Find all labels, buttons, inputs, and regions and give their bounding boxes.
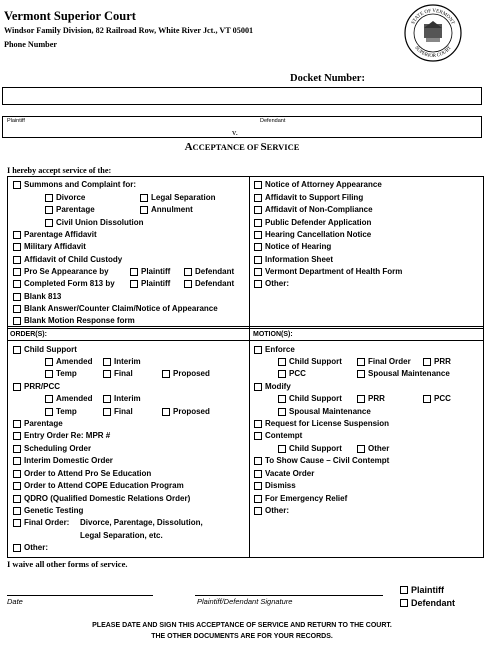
checkbox-icon[interactable] xyxy=(45,370,53,378)
checkbox-service-other[interactable]: Other: xyxy=(254,279,289,289)
checkbox-attorney-appearance[interactable]: Notice of Attorney Appearance xyxy=(254,180,382,190)
checkbox-icon[interactable] xyxy=(45,408,53,416)
checkbox-icon[interactable] xyxy=(254,194,262,202)
checkbox-icon[interactable] xyxy=(162,408,170,416)
checkbox-icon[interactable] xyxy=(254,181,262,189)
checkbox-blank-answer[interactable]: Blank Answer/Counter Claim/Notice of Appearance xyxy=(13,304,218,314)
checkbox-icon[interactable] xyxy=(103,408,111,416)
checkbox-icon[interactable] xyxy=(13,495,21,503)
checkbox-icon[interactable] xyxy=(357,370,365,378)
docket-number-label: Docket Number: xyxy=(290,73,365,84)
checkbox-interim-domestic[interactable]: Interim Domestic Order xyxy=(13,456,113,466)
checkbox-icon[interactable] xyxy=(254,243,262,251)
checkbox-sign-plaintiff[interactable]: Plaintiff xyxy=(400,585,444,595)
checkbox-icon[interactable] xyxy=(13,482,21,490)
defendant-label: Defendant xyxy=(260,118,286,124)
checkbox-icon[interactable] xyxy=(400,586,408,594)
checkbox-sign-defendant[interactable]: Defendant xyxy=(400,598,455,608)
checkbox-icon[interactable] xyxy=(103,370,111,378)
checkbox-icon[interactable] xyxy=(45,219,53,227)
checkbox-icon[interactable] xyxy=(45,206,53,214)
svg-text:SUPERIOR COURT: SUPERIOR COURT xyxy=(413,45,453,60)
date-line[interactable] xyxy=(7,595,153,596)
footer-instruction: PLEASE DATE AND SIGN THIS ACCEPTANCE OF SERVICE AND RETURN TO THE COURT. xyxy=(92,622,392,629)
checkbox-prr-interim[interactable]: Interim xyxy=(103,394,141,404)
checkbox-prr-temp[interactable]: Temp xyxy=(45,407,77,417)
checkbox-icon[interactable] xyxy=(13,256,21,264)
checkbox-prr-pcc[interactable]: PRR/PCC xyxy=(13,382,60,392)
checkbox-icon[interactable] xyxy=(13,305,21,313)
svg-text:STATE OF VERMONT: STATE OF VERMONT xyxy=(411,8,455,26)
checkbox-cope[interactable]: Order to Attend COPE Education Program xyxy=(13,481,184,491)
checkbox-pro-se-plaintiff[interactable]: Plaintiff xyxy=(130,267,170,277)
checkbox-blank-813[interactable]: Blank 813 xyxy=(13,292,61,302)
checkbox-cs-interim[interactable]: Interim xyxy=(103,357,141,367)
checkbox-information-sheet[interactable]: Information Sheet xyxy=(254,255,333,265)
checkbox-icon[interactable] xyxy=(13,445,21,453)
checkbox-pro-se-defendant[interactable]: Defendant xyxy=(184,267,234,277)
checkbox-icon[interactable] xyxy=(140,206,148,214)
checkbox-icon[interactable] xyxy=(13,280,21,288)
signature-label: Plaintiff/Defendant Signature xyxy=(197,597,293,606)
checkbox-icon[interactable] xyxy=(254,231,262,239)
checkbox-icon[interactable] xyxy=(254,383,262,391)
checkbox-icon[interactable] xyxy=(13,181,21,189)
checkbox-pro-se[interactable]: Pro Se Appearance by xyxy=(13,267,109,277)
checkbox-icon[interactable] xyxy=(13,470,21,478)
checkbox-military-affidavit[interactable]: Military Affidavit xyxy=(13,242,86,252)
checkbox-icon[interactable] xyxy=(254,346,262,354)
checkbox-modify-pcc[interactable]: PCC xyxy=(423,394,451,404)
checkbox-icon[interactable] xyxy=(184,280,192,288)
checkbox-icon[interactable] xyxy=(13,231,21,239)
checkbox-icon[interactable] xyxy=(140,194,148,202)
accept-intro: I hereby accept service of the: xyxy=(7,166,112,175)
checkbox-completed-813[interactable]: Completed Form 813 by xyxy=(13,279,115,289)
checkbox-emergency-relief[interactable]: For Emergency Relief xyxy=(254,494,347,504)
checkbox-icon[interactable] xyxy=(184,268,192,276)
checkbox-icon[interactable] xyxy=(13,457,21,465)
final-order-detail: Legal Separation, etc. xyxy=(80,531,163,540)
court-address: Windsor Family Division, 82 Railroad Row, White River Jct., VT 05001 xyxy=(4,26,254,35)
checkbox-icon[interactable] xyxy=(162,370,170,378)
checkbox-icon[interactable] xyxy=(13,243,21,251)
checkbox-icon[interactable] xyxy=(254,432,262,440)
checkbox-cs-temp[interactable]: Temp xyxy=(45,369,77,379)
checkbox-enforce[interactable]: Enforce xyxy=(254,345,295,355)
checkbox-child-support-order[interactable]: Child Support xyxy=(13,345,77,355)
signature-line[interactable] xyxy=(195,595,383,596)
checkbox-qdro[interactable]: QDRO (Qualified Domestic Relations Order) xyxy=(13,494,190,504)
checkbox-legal-separation[interactable]: Legal Separation xyxy=(140,193,215,203)
checkbox-icon[interactable] xyxy=(357,395,365,403)
checkbox-icon[interactable] xyxy=(254,280,262,288)
checkbox-icon[interactable] xyxy=(103,395,111,403)
checkbox-health-form[interactable]: Vermont Department of Health Form xyxy=(254,267,402,277)
court-seal-icon xyxy=(404,4,462,62)
checkbox-icon[interactable] xyxy=(357,358,365,366)
checkbox-icon[interactable] xyxy=(13,293,21,301)
checkbox-icon[interactable] xyxy=(254,420,262,428)
checkbox-icon[interactable] xyxy=(254,457,262,465)
checkbox-motion-other[interactable]: Other: xyxy=(254,506,289,516)
checkbox-icon[interactable] xyxy=(13,432,21,440)
checkbox-genetic-testing[interactable]: Genetic Testing xyxy=(13,506,83,516)
checkbox-parentage-affidavit[interactable]: Parentage Affidavit xyxy=(13,230,97,240)
plaintiff-label: Plaintiff xyxy=(7,118,25,124)
checkbox-modify-spousal[interactable]: Spousal Maintenance xyxy=(278,407,371,417)
checkbox-non-compliance[interactable]: Affidavit of Non-Compliance xyxy=(254,205,373,215)
checkbox-icon[interactable] xyxy=(13,346,21,354)
checkbox-child-custody[interactable]: Affidavit of Child Custody xyxy=(13,255,122,265)
checkbox-icon[interactable] xyxy=(278,370,286,378)
checkbox-icon[interactable] xyxy=(423,395,431,403)
checkbox-cs-final[interactable]: Final xyxy=(103,369,133,379)
checkbox-icon[interactable] xyxy=(13,519,21,527)
checkbox-license-suspension[interactable]: Request for License Suspension xyxy=(254,419,389,429)
checkbox-hearing-cancellation[interactable]: Hearing Cancellation Notice xyxy=(254,230,371,240)
checkbox-icon[interactable] xyxy=(13,268,21,276)
checkbox-parentage-order[interactable]: Parentage xyxy=(13,419,63,429)
checkbox-notice-hearing[interactable]: Notice of Hearing xyxy=(254,242,331,252)
checkbox-icon[interactable] xyxy=(45,358,53,366)
checkbox-annulment[interactable]: Annulment xyxy=(140,205,193,215)
checkbox-order-other[interactable]: Other: xyxy=(13,543,48,553)
checkbox-icon[interactable] xyxy=(254,507,262,515)
checkbox-icon[interactable] xyxy=(45,395,53,403)
checkbox-icon[interactable] xyxy=(254,256,262,264)
checkbox-dismiss[interactable]: Dismiss xyxy=(254,481,296,491)
checkbox-divorce[interactable]: Divorce xyxy=(45,193,85,203)
date-label: Date xyxy=(7,597,23,606)
checkbox-cs-proposed[interactable]: Proposed xyxy=(162,369,210,379)
checkbox-vacate-order[interactable]: Vacate Order xyxy=(254,469,314,479)
final-order-detail: Divorce, Parentage, Dissolution, xyxy=(80,518,203,527)
motions-header: MOTION(S): xyxy=(253,331,293,338)
checkbox-icon[interactable] xyxy=(278,395,286,403)
checkbox-813-plaintiff[interactable]: Plaintiff xyxy=(130,279,170,289)
grid-divider xyxy=(7,326,484,327)
checkbox-contempt-child-support[interactable]: Child Support xyxy=(278,444,342,454)
grid-divider xyxy=(249,176,250,558)
checkbox-parentage[interactable]: Parentage xyxy=(45,205,95,215)
checkbox-scheduling-order[interactable]: Scheduling Order xyxy=(13,444,91,454)
checkbox-icon[interactable] xyxy=(13,317,21,325)
checkbox-modify-child-support[interactable]: Child Support xyxy=(278,394,342,404)
checkbox-icon[interactable] xyxy=(278,445,286,453)
checkbox-entry-order[interactable]: Entry Order Re: MPR # xyxy=(13,431,110,441)
checkbox-icon[interactable] xyxy=(130,268,138,276)
checkbox-enforce-pcc[interactable]: PCC xyxy=(278,369,306,379)
checkbox-final-order[interactable]: Final Order: xyxy=(13,518,69,528)
grid-divider xyxy=(7,328,484,329)
checkbox-icon[interactable] xyxy=(45,194,53,202)
checkbox-blank-motion[interactable]: Blank Motion Response form xyxy=(13,316,135,326)
checkbox-icon[interactable] xyxy=(278,408,286,416)
checkbox-modify-prr[interactable]: PRR xyxy=(357,394,385,404)
checkbox-support-filing[interactable]: Affidavit to Support Filing xyxy=(254,193,363,203)
checkbox-prr-proposed[interactable]: Proposed xyxy=(162,407,210,417)
checkbox-prr-final[interactable]: Final xyxy=(103,407,133,417)
checkbox-813-defendant[interactable]: Defendant xyxy=(184,279,234,289)
court-name: Vermont Superior Court xyxy=(4,9,136,23)
checkbox-civil-union[interactable]: Civil Union Dissolution xyxy=(45,218,144,228)
grid-divider xyxy=(7,340,484,341)
waiver-statement: I waive all other forms of service. xyxy=(7,559,128,569)
checkbox-icon[interactable] xyxy=(130,280,138,288)
checkbox-contempt[interactable]: Contempt xyxy=(254,431,302,441)
checkbox-icon[interactable] xyxy=(13,383,21,391)
checkbox-icon[interactable] xyxy=(103,358,111,366)
footer-note: THE OTHER DOCUMENTS ARE FOR YOUR RECORDS. xyxy=(151,633,333,640)
orders-header: ORDER(S): xyxy=(10,331,47,338)
checkbox-icon[interactable] xyxy=(13,420,21,428)
checkbox-modify[interactable]: Modify xyxy=(254,382,291,392)
checkbox-summons[interactable]: Summons and Complaint for: xyxy=(13,180,136,190)
checkbox-show-cause[interactable]: To Show Cause – Civil Contempt xyxy=(254,456,389,466)
checkbox-icon[interactable] xyxy=(254,470,262,478)
checkbox-icon[interactable] xyxy=(423,358,431,366)
checkbox-prr-amended[interactable]: Amended xyxy=(45,394,92,404)
checkbox-icon[interactable] xyxy=(13,544,21,552)
checkbox-icon[interactable] xyxy=(254,268,262,276)
form-title: ACCEPTANCE OF SERVICE xyxy=(184,141,300,153)
versus-label: v. xyxy=(232,127,238,137)
checkbox-icon[interactable] xyxy=(400,599,408,607)
checkbox-icon[interactable] xyxy=(254,495,262,503)
checkbox-icon[interactable] xyxy=(254,219,262,227)
parties-field[interactable] xyxy=(2,116,482,138)
court-seal xyxy=(404,4,462,62)
checkbox-cs-amended[interactable]: Amended xyxy=(45,357,92,367)
checkbox-pro-se-education[interactable]: Order to Attend Pro Se Education xyxy=(13,469,151,479)
checkbox-icon[interactable] xyxy=(254,206,262,214)
checkbox-contempt-other[interactable]: Other xyxy=(357,444,389,454)
docket-number-field[interactable] xyxy=(2,87,482,105)
checkbox-enforce-spousal[interactable]: Spousal Maintenance xyxy=(357,369,450,379)
checkbox-icon[interactable] xyxy=(357,445,365,453)
checkbox-icon[interactable] xyxy=(13,507,21,515)
checkbox-enforce-prr[interactable]: PRR xyxy=(423,357,451,367)
court-phone-label: Phone Number xyxy=(4,40,57,49)
checkbox-icon[interactable] xyxy=(278,358,286,366)
checkbox-enforce-final-order[interactable]: Final Order xyxy=(357,357,411,367)
checkbox-public-defender[interactable]: Public Defender Application xyxy=(254,218,371,228)
checkbox-enforce-child-support[interactable]: Child Support xyxy=(278,357,342,367)
checkbox-icon[interactable] xyxy=(254,482,262,490)
